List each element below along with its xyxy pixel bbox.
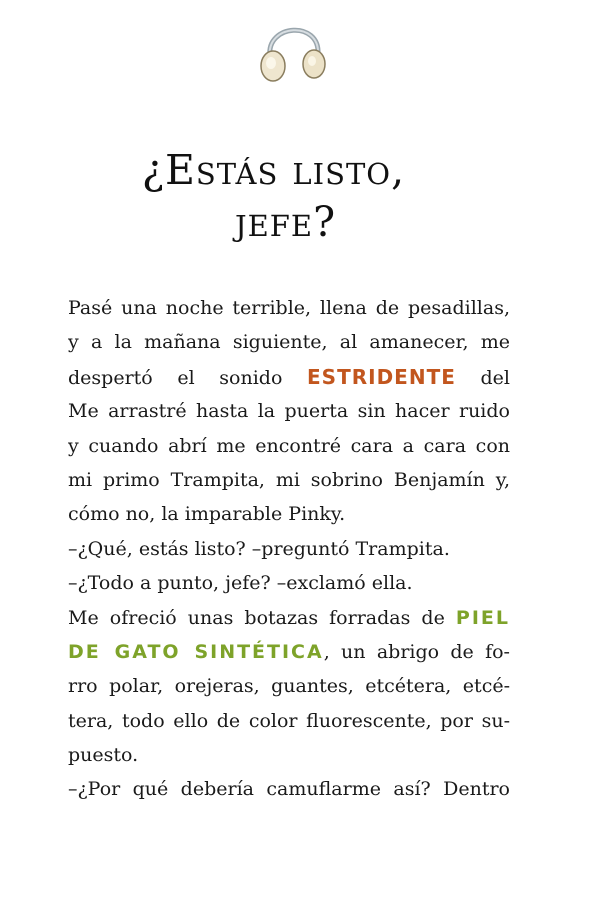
- text-line: despertó el sonido ESTRIDENTE del: [68, 364, 510, 389]
- keyword-estridente: ESTRIDENTE: [307, 364, 456, 389]
- text-line: mi primo Trampita, mi sobrino Benjamín y,: [68, 468, 510, 491]
- text-line: –¿Por qué debería camuflarme así? Dentro: [68, 778, 510, 801]
- keyword-de-gato-sintetica: DE GATO SINTÉTICA: [68, 640, 324, 663]
- body-text: [68, 291, 510, 807]
- text-line: Me ofreció unas botazas forradas de PIEL: [68, 606, 510, 629]
- text-line: DE GATO SINTÉTICA, un abrigo de fo-: [68, 640, 510, 663]
- text-line: y a la mañana siguiente, al amanecer, me: [68, 331, 510, 354]
- text-line: tera, todo ello de color fluorescente, por su-: [68, 709, 510, 732]
- text-line: –¿Qué, estás listo? –preguntó Trampita.: [68, 537, 450, 560]
- text-line: rro polar, orejeras, guantes, etcétera, etcé-: [68, 675, 510, 698]
- text-line: Me arrastré hasta la puerta sin hacer ruido: [68, 400, 510, 423]
- text-line: puesto.: [68, 744, 139, 767]
- text-line: y cuando abrí me encontré cara a cara con: [68, 434, 510, 457]
- chapter-title-line2: jefe?: [235, 198, 337, 246]
- text-line: –¿Todo a punto, jefe? –exclamó ella.: [68, 572, 413, 595]
- text-line: cómo no, la imparable Pinky.: [68, 503, 346, 526]
- earmuffs-icon: [258, 12, 328, 86]
- keyword-piel: PIEL: [455, 606, 510, 629]
- text-line: Pasé una noche terrible, llena de pesadillas,: [68, 297, 510, 319]
- chapter-title-line1: ¿Estás listo,: [142, 146, 406, 194]
